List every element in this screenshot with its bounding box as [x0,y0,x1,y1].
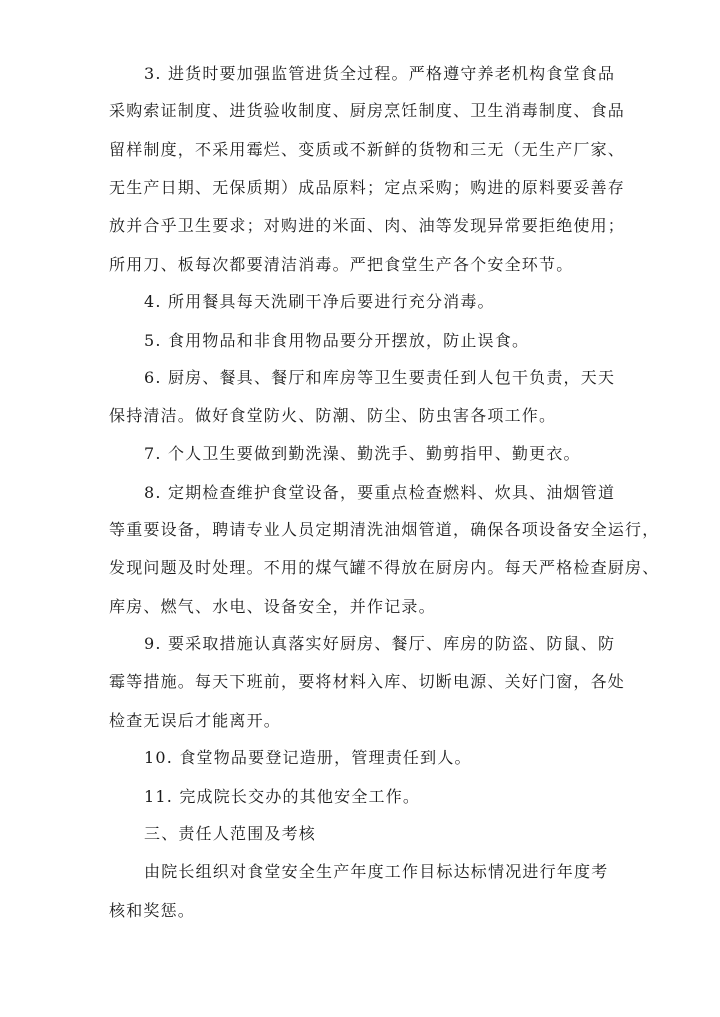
section-3-heading: 三、责任人范围及考核 [144,824,317,843]
item-3-line-4: 无生产日期、无保质期）成品原料；定点采购；购进的原料要妥善存 [109,178,626,197]
item-3-line-6: 所用刀、板每次都要清洁消毒。严把食堂生产各个安全环节。 [109,255,574,274]
item-8-line-3: 发现问题及时处理。不用的煤气罐不得放在厨房内。每天严格检查厨房、 [109,558,660,577]
item-4-line-1: 4. 所用餐具每天洗刷干净后要进行充分消毒。 [144,292,495,311]
item-6-line-1: 6. 厨房、餐具、餐厅和库房等卫生要责任到人包干负责，天天 [144,368,616,387]
item-6-line-2: 保持清洁。做好食堂防火、防潮、防尘、防虫害各项工作。 [109,406,557,425]
item-9-line-3: 检查无误后才能离开。 [109,711,282,730]
item-3-line-2: 采购索证制度、进货验收制度、厨房烹饪制度、卫生消毒制度、食品 [109,101,626,120]
section-3-line-2: 核和奖惩。 [109,901,196,920]
item-3-line-5: 放并合乎卫生要求；对购进的米面、肉、油等发现异常要拒绝使用； [109,216,626,235]
item-8-line-4: 库房、燃气、水电、设备安全，并作记录。 [109,597,436,616]
item-5-line-1: 5. 食用物品和非食用物品要分开摆放，防止误食。 [144,331,530,350]
item-11-line-1: 11. 完成院长交办的其他安全工作。 [144,787,421,806]
item-9-line-2: 霉等措施。每天下班前，要将材料入库、切断电源、关好门窗，各处 [109,672,626,691]
item-3-line-1: 3. 进货时要加强监管进货全过程。严格遵守养老机构食堂食品 [144,64,616,83]
item-9-line-1: 9. 要采取措施认真落实好厨房、餐厅、库房的防盗、防鼠、防 [144,634,616,653]
item-8-line-1: 8. 定期检查维护食堂设备，要重点检查燃料、炊具、油烟管道 [144,483,616,502]
item-3-line-3: 留样制度，不采用霉烂、变质或不新鲜的货物和三无（无生产厂家、 [109,140,626,159]
section-3-line-1: 由院长组织对食堂安全生产年度工作目标达标情况进行年度考 [144,862,609,881]
item-7-line-1: 7. 个人卫生要做到勤洗澡、勤洗手、勤剪指甲、勤更衣。 [144,444,581,463]
item-8-line-2: 等重要设备，聘请专业人员定期清洗油烟管道，确保各项设备安全运行， [109,520,660,539]
item-10-line-1: 10. 食堂物品要登记造册，管理责任到人。 [144,748,472,767]
